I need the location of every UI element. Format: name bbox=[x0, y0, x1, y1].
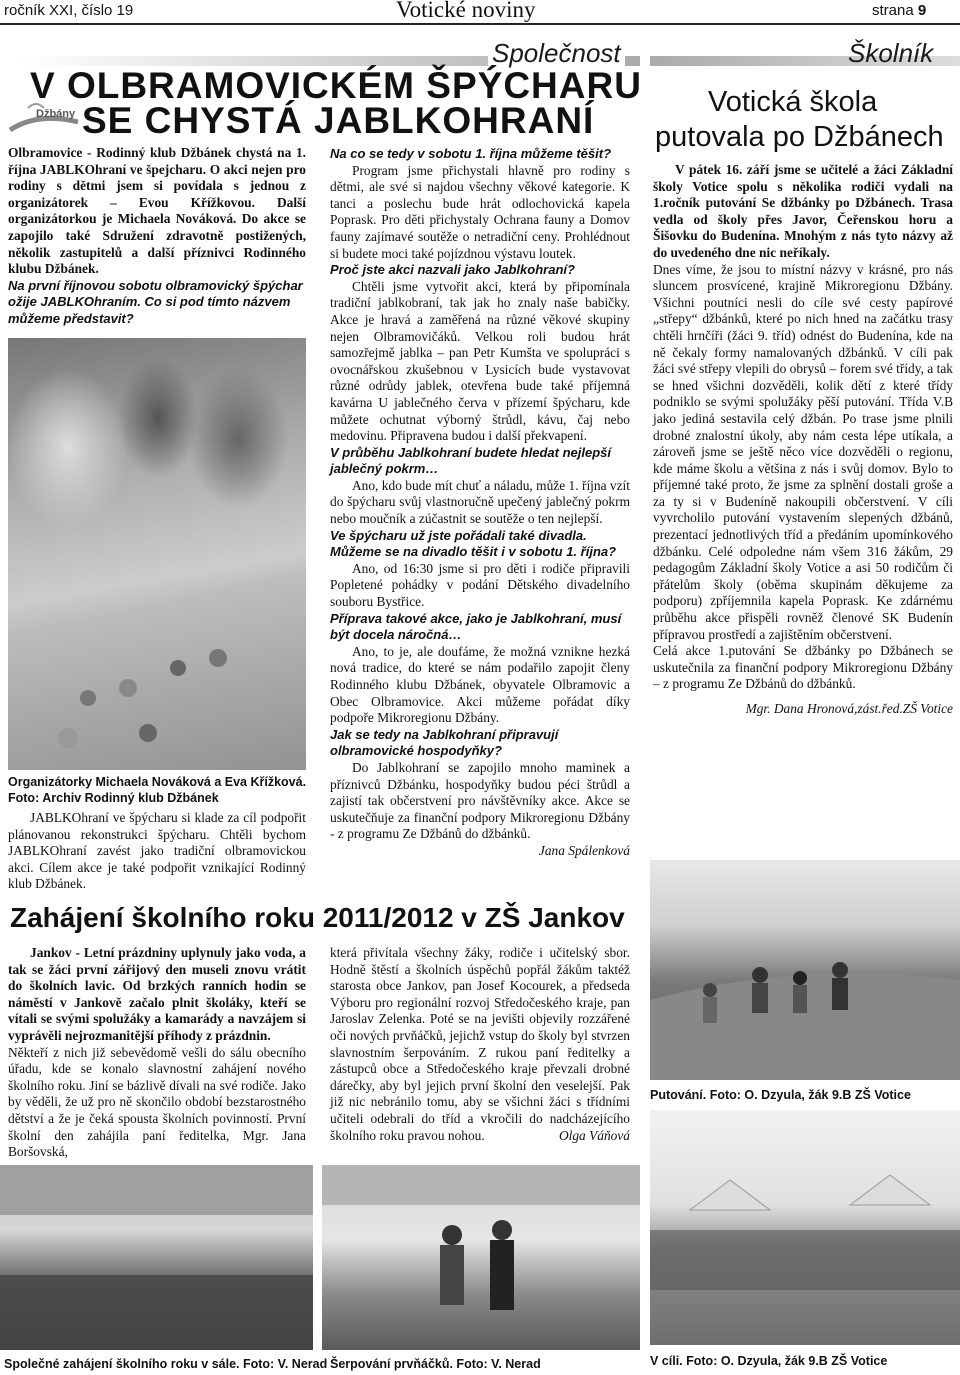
article1-answer1-block bbox=[8, 810, 306, 893]
article1-author: Jana Spálenková bbox=[538, 842, 630, 858]
article3-lead: Jankov - Letní prázdniny uplynuly jako voda, a tak se žáci první zářijový den museli znovu vrátit do školních lavic. Od brzkých ranních hodin se náměstí v Jankově začalo plnit školáky, kteří se vítali se svými spolužáky a kamarády a navzájem si vyprávěli nejrozmanitější příhody z prázdnin. bbox=[8, 945, 306, 1043]
article1-title-line1: V OLBRAMOVICKÉM ŠPÝCHARU bbox=[30, 65, 642, 106]
article3-photo-hall bbox=[0, 1165, 313, 1350]
article2-lead: V pátek 16. září jsme se učitelé a žáci Základní školy Votice spolu s několika rodiči vydali na 1.ročník putování Se džbánky po Džbánech. Trasa vedla od školy přes Javor, Čeřenskou horu a Šišovku do Budenína. Mnohým z nás tyto názvy až do uvedeného dne nic neříkaly. bbox=[653, 162, 953, 260]
article1-caption bbox=[8, 774, 308, 806]
article3-col1 bbox=[8, 945, 306, 1161]
article1-answer3: Chtěli jsme vytvořit akci, která by připomínala tradiční jablkobraní, tak jak ho znaly naše babičky. Akce je hravá a zaměřená na různé věkové skupiny nejen Olbramovičáků. Velkou roli budou hrát samozřejmě jablka – pan Petr Kumšta ve spolupráci s ovocnářskou zkušebnou v Lysicích bude vystavovat různé odrůdy jablek, otevřena bude také příjemná kavárna U jablečného červa v přízemí špýcharu, kde můžete ochutnat výborný štrůdl, kávu, čaj nebo medovinu. Připravena budou i další překvapení. bbox=[330, 278, 630, 444]
article2-body bbox=[653, 162, 953, 717]
article3-para2: která přivítala všechny žáky, rodiče i učitelský sbor. Hodně štěstí a školních úspěchů popřál žákům taktéž starosta obce Jankov, pan Josef Kocourek, a předseda Výboru pro regionální rozvoj Středočeského kraje, pan Jaroslav Zelenka. Poté se na jevišti objevily rozzářené oči nových prvňáčků, jejichž vstup do školy byl stvrzen slavnostním šerpováním. Z rukou paní ředitelky a zástupců obce a Středočeského kraje převzali drobné dárečky, aby byl jejich první školní den veselejší. Pak již nic nebránilo tomu, aby se všichni žáci s třídními učiteli odebrali do tříd a vkročili do nadcházejícího školního roku pravou nohou. bbox=[330, 945, 630, 1143]
crowd-meadow-icon bbox=[650, 1110, 960, 1345]
photo-caption-hall: Společné zahájení školního roku v sále. Foto: V. Nerad bbox=[4, 1357, 328, 1371]
photo-caption-sash: Šerpování prvňáčků. Foto: V. Nerad bbox=[330, 1357, 541, 1371]
article1-answer2: Program jsme přichystali hlavně pro rodiny s dětmi, ale své si najdou všechny věkové kategorie. K tanci a poslechu bude hrát odlochovická kapela Poprask. Pro děti přichystaly Ochrana fauny a Domov fauny zajímavé soutěže o netradiční ceny. Prohlédnout si budete moci také pojízdnou výstavu loutek. bbox=[330, 162, 630, 261]
article1-answer7: Do Jablkohraní se zapojilo mnoho maminek a příznivců Džbánku, hospodyňky budou péci štrůdl a zajistí tak občerstvení pro návštěvníky akce. Akce se uskutečňuje za finanční podpory Mikroregionu Džbány - z programu Ze Džbánů do džbánků. bbox=[330, 759, 630, 842]
photo-caption-organizers: Organizátorky Michaela Nováková a Eva Křížková. bbox=[8, 775, 307, 789]
section-label-left: Společnost bbox=[488, 38, 625, 69]
article1-answer4: Ano, kdo bude mít chuť a náladu, může 1. října vzít do špýcharu svůj vlastnoručně upečený jablečný pokrm nebo moučník a zúčastnit se soutěže o ten nejlepší. bbox=[330, 477, 630, 527]
article1-question5: Ve špýcharu už jste pořádali také divadla. Můžeme se na divadlo těšit i v sobotu 1. října? bbox=[330, 527, 617, 560]
article2-author: Mgr. Dana Hronová,zást.řed.ZŠ Votice bbox=[745, 701, 953, 716]
sash-ceremony-icon bbox=[322, 1165, 640, 1350]
article1-col2 bbox=[330, 146, 630, 859]
article1-question1: Na první říjnovou sobotu olbramovický špýchar ožije JABLKOhraním. Co si pod tímto názvem můžeme představit? bbox=[8, 277, 303, 326]
article2-para1: Dnes víme, že jsou to místní názvy v krásné, pro nás sluncem prosvícené, krajině Mikroregionu Džbány. Všichni poutníci nesli do cíle své cesty papírové „střepy“ džbánků, které po nich hned na začátku trasy chtěli hrnčíři (žáci 9. tříd) odnést do Budenína, kde na ně čekaly formy namalovaných džbánků. V cíli pak žáci své střepy vlepili do obrysů – forem své třídy, a tak se hned všichni dozvěděli, kolik dětí z které třídy podniklo se svými spolužáky pěší putování. Třída V.B jako jediná sestavila celý džbán. Po trase jsme plnili drobné znalostní úkoly, aby nám cesta lépe utíkala, a zároveň jsme se ještě něco více dozvěděli o regionu, kde máme školu a většina z nás i svůj domov. Bylo to příjemné také proto, že jsme za splnění dostali groše a za ty si v Budeníně nakoupili občerstvení. V cíli vyvrcholilo putování vystavením slepených džbánů, prezentací jednotlivých tříd a předáním upomínkového džbánku. Celé odpoledne nám všem 316 žákům, 29 pedagogům Základní školy Votice a asi 50 rodičům či přátelům školy (oběma skupinám děkujeme za podporu) zpříjemnila kapela Poprask. Ke zdárnému průběhu akce přispěli rovněž členové SK Budenín přípravou prostředí a zajištěním občerstvení. bbox=[653, 261, 953, 642]
article1-title-line2: SE CHYSTÁ JABLKOHRANÍ bbox=[82, 100, 595, 141]
article1-answer6: Ano, to je, ale doufáme, že možná vznikne hezká nová tradice, do které se nám podařilo zapojit členy Rodinného klubu Džbánek, obyvatele Olbramovic a Obec Olbramovice. Akci můžeme pořádat díky podpoře Mikroregionu Džbány. bbox=[330, 643, 630, 726]
header-rule bbox=[0, 23, 960, 25]
article2-title-line1: Votická škola bbox=[708, 86, 878, 118]
article2-para2: Celá akce 1.putování Se džbánky po Džbánech se uskutečnila za finanční podpory Mikroregionu Džbány – z programu Ze Džbánů do džbánků. bbox=[653, 643, 953, 692]
article3-author: Olga Váňová bbox=[558, 1128, 630, 1144]
article2-photo-walk bbox=[650, 860, 960, 1080]
article2-caption-finish bbox=[650, 1353, 960, 1369]
article2-caption-walk bbox=[650, 1087, 960, 1103]
article1-answer5: Ano, od 16:30 jsme si pro děti i rodiče připravili Popletené pohádky v podání Dětského divadelního souboru Bystřice. bbox=[330, 560, 630, 610]
article1-question6: Příprava takové akce, jako je Jablkohraní, musí být docela náročná… bbox=[330, 610, 622, 643]
article1-answer1: JABLKOhraní ve špýcharu si klade za cíl podpořit plánovanou rekonstrukci špýcharu. Chtěli bychom JABLKOhraní zavést jako tradiční olbramovickou akci. Cílem akce je také podpořit vznikající Rodinný klub Džbánek. bbox=[8, 810, 306, 892]
page-number: 9 bbox=[917, 2, 927, 19]
article1-photo bbox=[8, 338, 306, 770]
section-label-right: Školník bbox=[848, 38, 934, 68]
logo-text: Džbány bbox=[36, 108, 76, 120]
article1-question7: Jak se tedy na Jablkohraní připravují olbramovické hospodyňky? bbox=[330, 726, 559, 759]
page-label: strana bbox=[872, 2, 914, 19]
article3-para1: Někteří z nich již sebevědomě vešli do sálu obecního úřadu, kde se konalo slavnostní zahájení nového školního roku. Jiní se bázlivě dívali na své rodiče. Jako by věděli, že už pro ně skončilo období bezstarostného dětství a že je čeká spousta školních povinností. První školní den zahájila paní ředitelka, Mgr. Jana Boršovská, bbox=[8, 1044, 306, 1160]
article1-col1 bbox=[8, 145, 306, 328]
article3-caption-hall bbox=[4, 1356, 328, 1372]
article3-col2 bbox=[330, 945, 630, 1144]
article2-title-line2: putovala po Džbánech bbox=[655, 121, 944, 153]
article1-question4: V průběhu Jablkohraní budete hledat nejlepší jablečný pokrm… bbox=[330, 444, 611, 477]
photo-caption-credit: Foto: Archiv Rodinný klub Džbánek bbox=[8, 791, 219, 805]
pastry-table-icon bbox=[8, 338, 306, 770]
photo-caption-walk: Putování. Foto: O. Dzyula, žák 9.B ZŠ Votice bbox=[650, 1088, 911, 1102]
article2-photo-finish bbox=[650, 1110, 960, 1345]
article3-photo-sash bbox=[322, 1165, 640, 1350]
article3-title: Zahájení školního roku 2011/2012 v ZŠ Jankov bbox=[10, 902, 625, 933]
header-left: ročník XXI, číslo 19 bbox=[4, 2, 134, 19]
school-hall-icon bbox=[0, 1165, 313, 1350]
newspaper-title: Votické noviny bbox=[396, 0, 536, 22]
header-right bbox=[872, 2, 926, 19]
article1-question2: Na co se tedy v sobotu 1. října můžeme těšit? bbox=[330, 146, 612, 161]
walking-pupils-icon bbox=[650, 860, 960, 1080]
article3-caption-sash bbox=[330, 1356, 650, 1372]
article1-question3: Proč jste akci nazvali jako Jablkohraní? bbox=[330, 262, 575, 278]
article1-lead: Olbramovice - Rodinný klub Džbánek chystá na 1. října JABLKOhraní ve špejcharu. O akci nejen pro rodiny s dětmi jsem si povídala s jednou z organizátorek – Evou Křížkovou. Další organizátorkou je Michaela Nováková. Do akce se zapojilo také Sdružení zdravotně postižených, několik zastupitelů a další příznivci Rodinného klubu Džbánek. bbox=[8, 145, 306, 277]
photo-caption-finish: V cíli. Foto: O. Dzyula, žák 9.B ZŠ Votice bbox=[650, 1354, 888, 1368]
